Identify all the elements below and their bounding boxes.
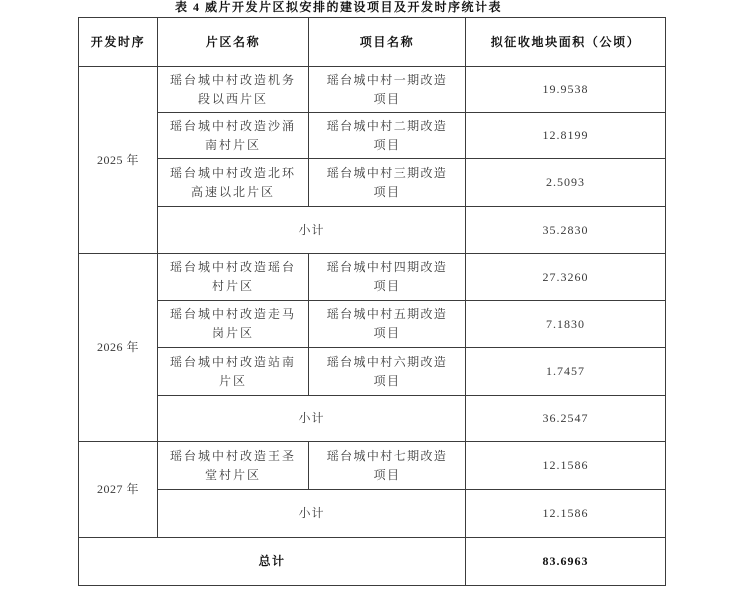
area-name-text: 瑶台城中村改造北环高速以北片区 [169,165,296,199]
development-schedule-table [78,17,666,586]
table-row [79,301,666,348]
area-name-cell [158,67,309,113]
project-name-cell [309,67,466,113]
table-caption: 表 4 威片开发片区拟安排的建设项目及开发时序统计表 [175,0,503,14]
subtotal-row [79,207,666,254]
area-name-cell [158,348,309,396]
total-label: 总计 [79,538,466,586]
table-row [79,113,666,159]
project-name-cell [309,159,466,207]
area-name-cell [158,113,309,159]
subtotal-value: 36.2547 [466,396,666,442]
period-cell: 2027 年 [79,442,158,538]
header-period: 开发时序 [79,18,158,67]
project-name-cell [309,301,466,348]
area-name-text: 瑶台城中村改造走马岗片区 [169,307,296,340]
table-row [79,159,666,207]
project-name-text: 瑶台城中村七期改造项目 [326,448,448,482]
land-area-cell: 19.9538 [466,67,666,113]
area-name-cell [158,254,309,301]
subtotal-label: 小计 [158,207,466,254]
subtotal-row [79,490,666,538]
area-name-text: 瑶台城中村改造王圣堂村片区 [169,448,296,482]
land-area-cell: 12.1586 [466,442,666,490]
header-row [79,18,666,67]
area-name-cell [158,159,309,207]
header-project-name: 项目名称 [309,18,466,67]
land-area-cell: 7.1830 [466,301,666,348]
subtotal-value: 12.1586 [466,490,666,538]
subtotal-value: 35.2830 [466,207,666,254]
area-name-text: 瑶台城中村改造站南片区 [169,354,296,388]
land-area-cell: 1.7457 [466,348,666,396]
project-name-cell [309,442,466,490]
area-name-cell [158,442,309,490]
project-name-text: 瑶台城中村三期改造项目 [326,165,448,199]
subtotal-label: 小计 [158,396,466,442]
total-value: 83.6963 [466,538,666,586]
table-row [79,348,666,396]
project-name-text: 瑶台城中村二期改造项目 [326,118,448,152]
subtotal-label: 小计 [158,490,466,538]
land-area-cell: 27.3260 [466,254,666,301]
project-name-cell [309,113,466,159]
land-area-cell: 2.5093 [466,159,666,207]
table-row [79,254,666,301]
area-name-text: 瑶台城中村改造机务段以西片区 [169,72,296,106]
header-area-name: 片区名称 [158,18,309,67]
project-name-text: 瑶台城中村六期改造项目 [326,354,448,388]
header-land-area: 拟征收地块面积（公顷） [466,18,666,67]
total-row [79,538,666,586]
project-name-text: 瑶台城中村四期改造项目 [326,260,448,293]
project-name-text: 瑶台城中村一期改造项目 [326,72,448,106]
area-name-text: 瑶台城中村改造瑶台村片区 [169,260,296,293]
land-area-cell: 12.8199 [466,113,666,159]
period-cell: 2025 年 [79,67,158,254]
table-row [79,442,666,490]
area-name-text: 瑶台城中村改造沙涌南村片区 [169,118,296,152]
period-cell: 2026 年 [79,254,158,442]
area-name-cell [158,301,309,348]
project-name-cell [309,348,466,396]
project-name-cell [309,254,466,301]
project-name-text: 瑶台城中村五期改造项目 [326,307,448,340]
subtotal-row [79,396,666,442]
table-row [79,67,666,113]
